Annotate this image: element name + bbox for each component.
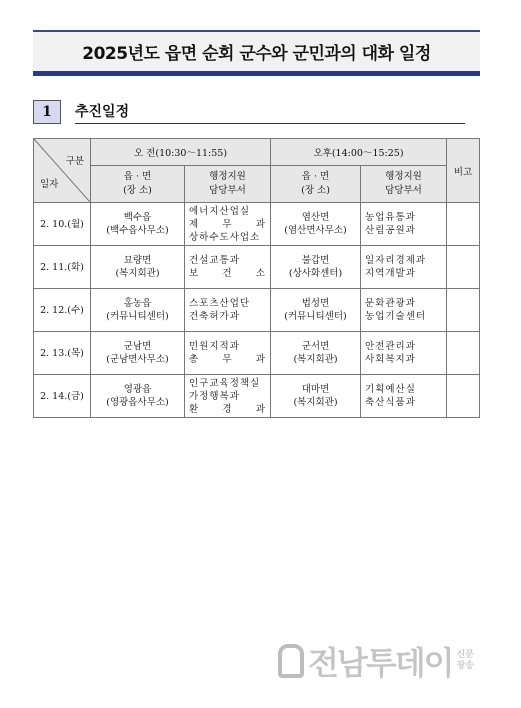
- remarks-cell: [447, 203, 480, 246]
- corner-header-cell: [34, 139, 91, 203]
- pm-place-cell: 법성면 (커뮤니티센터): [271, 289, 361, 332]
- pm-place-subheader: 읍 · 면 (장 소): [271, 166, 361, 203]
- date-cell: 2. 14.(금): [34, 375, 91, 418]
- section-title: 추진일정: [75, 101, 465, 124]
- am-place-cell: 백수읍 (백수읍사무소): [91, 203, 185, 246]
- section-number: 1: [33, 100, 61, 124]
- corner-category-label: 구분: [65, 156, 84, 167]
- date-cell: 2. 13.(목): [34, 332, 91, 375]
- pm-dept-cell: 문화관광과 농업기술센터: [361, 289, 447, 332]
- am-place-cell: 묘량면 (복지회관): [91, 246, 185, 289]
- remarks-cell: [447, 289, 480, 332]
- date-cell: 2. 10.(월): [34, 203, 91, 246]
- table-row: [34, 332, 480, 375]
- am-dept-cell: 인구교육정책실 가정행복과 환 경 과: [185, 375, 271, 418]
- am-place-cell: 영광읍 (영광읍사무소): [91, 375, 185, 418]
- watermark-logo-icon: [278, 644, 304, 678]
- pm-dept-subheader: 행정지원 담당부서: [361, 166, 447, 203]
- am-header: 오 전(10:30～11:55): [91, 139, 271, 166]
- am-dept-cell: 민원지적과 총 무 과: [185, 332, 271, 375]
- pm-place-cell: 대마면 (복지회관): [271, 375, 361, 418]
- am-place-cell: 군남면 (군남면사무소): [91, 332, 185, 375]
- table-row: [34, 375, 480, 418]
- pm-place-cell: 군서면 (복지회관): [271, 332, 361, 375]
- pm-header: 오후(14:00～15:25): [271, 139, 447, 166]
- document-title: 2025년도 읍면 순회 군수와 군민과의 대화 일정: [82, 44, 431, 64]
- table-row: [34, 246, 480, 289]
- am-dept-cell: 건설교통과 보 건 소: [185, 246, 271, 289]
- remarks-header: 비고: [447, 139, 480, 203]
- date-cell: 2. 11.(화): [34, 246, 91, 289]
- pm-dept-cell: 농업유통과 산림공원과: [361, 203, 447, 246]
- table-row: [34, 203, 480, 246]
- pm-place-cell: 염산면 (염산면사무소): [271, 203, 361, 246]
- date-cell: 2. 12.(수): [34, 289, 91, 332]
- am-place-cell: 홍농읍 (커뮤니티센터): [91, 289, 185, 332]
- corner-date-label: 일자: [40, 179, 59, 190]
- am-dept-cell: 에너지산업실 제 무 과 상하수도사업소: [185, 203, 271, 246]
- pm-place-cell: 불갑면 (상사화센터): [271, 246, 361, 289]
- remarks-cell: [447, 375, 480, 418]
- am-dept-subheader: 행정지원 담당부서: [185, 166, 271, 203]
- pm-dept-cell: 기획예산실 축산식품과: [361, 375, 447, 418]
- pm-dept-cell: 일자리경제과 지역개발과: [361, 246, 447, 289]
- pm-dept-cell: 안전관리과 사회복지과: [361, 332, 447, 375]
- document-title-banner: [33, 30, 480, 76]
- remarks-cell: [447, 332, 480, 375]
- schedule-table: [33, 138, 480, 418]
- watermark-side: 신문 광송: [456, 650, 474, 671]
- remarks-cell: [447, 246, 480, 289]
- am-dept-cell: 스포츠산업단 건축허가과: [185, 289, 271, 332]
- watermark-text: 전남투데이: [308, 644, 453, 682]
- table-row: [34, 289, 480, 332]
- am-place-subheader: 읍 · 면 (장 소): [91, 166, 185, 203]
- section-header: [33, 100, 465, 124]
- watermark: [278, 638, 474, 684]
